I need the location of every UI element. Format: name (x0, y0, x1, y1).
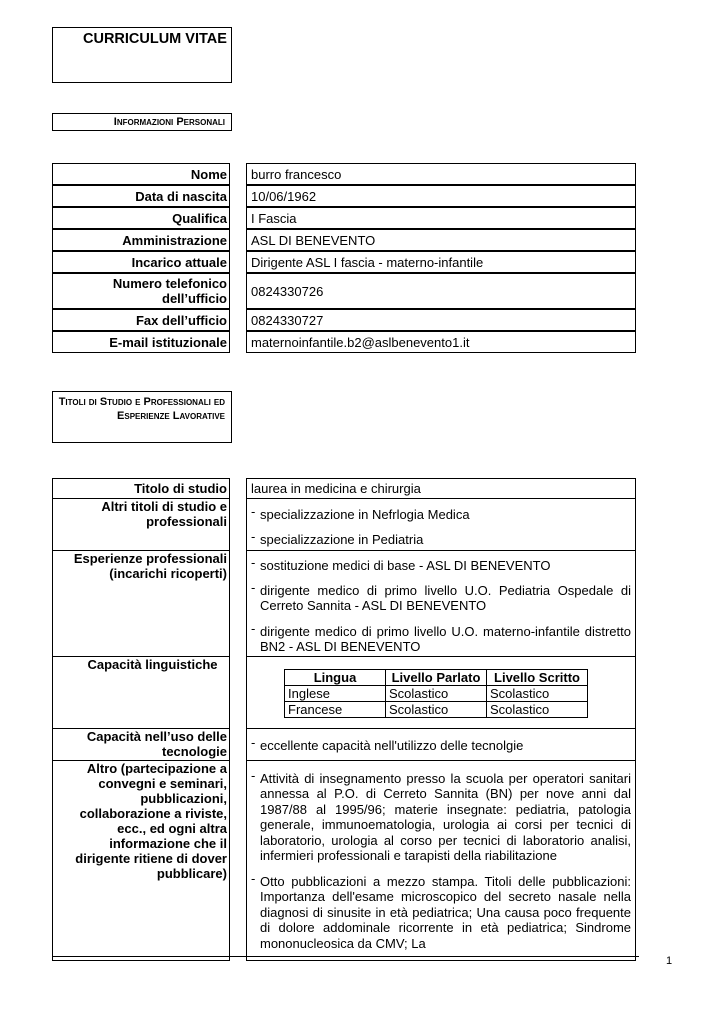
list-item: - Attività di insegnamento presso la scuola per operatori sanitari annessa al P.O. di Cerreto Sannita (BN) per nove anni dal 1987/88 al 1995/96; materie insegnate: pediatria, patologia generale, immunoematologia, urologia ai corsi per tecnici di laboratorio, urologia al corso per tecnici di laboratorio analisi, infermieri professionali e tarapisti della riabilitazione (251, 771, 631, 864)
table-row (285, 701, 588, 717)
table-row (52, 761, 636, 961)
value-email: maternoinfantile.b2@aslbenevento1.it (246, 331, 636, 353)
table-row (52, 499, 636, 551)
value-titolo-studio: laurea in medicina e chirurgia (246, 478, 636, 499)
table-row (52, 551, 636, 657)
value-esperienze (246, 551, 636, 657)
section-personal-info (52, 113, 232, 131)
label-email: E-mail istituzionale (52, 331, 230, 353)
lang-cell: Scolastico (487, 701, 588, 717)
list-item: - dirigente medico di primo livello U.O. Pediatria Ospedale di Cerreto Sannita - ASL DI BENEVENTO (251, 583, 631, 614)
value-nome: burro francesco (246, 163, 636, 185)
lang-header-lingua: Lingua (285, 669, 386, 685)
value-amministrazione: ASL DI BENEVENTO (246, 229, 636, 251)
list-item: - dirigente medico di primo livello U.O. materno-infantile distretto BN2 - ASL DI BENEVENTO (251, 624, 631, 655)
lang-header-scritto: Livello Scritto (487, 669, 588, 685)
table-row (52, 207, 636, 229)
section-personal-label: Informazioni Personali (113, 116, 225, 128)
value-altri-titoli (246, 499, 636, 551)
label-esperienze: Esperienze professionali (incarichi ricoperti) (52, 551, 230, 657)
table-row (52, 309, 636, 331)
label-qualifica: Qualifica (52, 207, 230, 229)
lang-cell: Francese (285, 701, 386, 717)
lang-header-parlato: Livello Parlato (386, 669, 487, 685)
label-telefono: Numero telefonico dell’ufficio (52, 273, 230, 309)
table-row (52, 251, 636, 273)
label-nome: Nome (52, 163, 230, 185)
page-footer-line (52, 956, 639, 957)
table-row (52, 185, 636, 207)
list-item: - specializzazione in Pediatria (251, 532, 631, 548)
value-qualifica: I Fascia (246, 207, 636, 229)
section-titoli (52, 391, 232, 443)
list-item: - specializzazione in Nefrlogia Medica (251, 507, 631, 523)
table-row (52, 273, 636, 309)
label-data-nascita: Data di nascita (52, 185, 230, 207)
lang-cell: Scolastico (487, 685, 588, 701)
lang-cell: Scolastico (386, 701, 487, 717)
cv-title: CURRICULUM VITAE (83, 31, 227, 47)
label-fax: Fax dell’ufficio (52, 309, 230, 331)
value-fax: 0824330727 (246, 309, 636, 331)
table-row (52, 657, 636, 729)
language-table (284, 669, 588, 718)
label-altro: Altro (partecipazione a convegni e seminari, pubblicazioni, collaborazione a riviste, ecc., ed ogni altra informazione che il dirigente ritiene di dover pubblicare) (52, 761, 230, 961)
label-altri-titoli: Altri titoli di studio e professionali (52, 499, 230, 551)
value-data-nascita: 10/06/1962 (246, 185, 636, 207)
value-lingue (246, 657, 636, 729)
label-amministrazione: Amministrazione (52, 229, 230, 251)
lang-cell: Scolastico (386, 685, 487, 701)
personal-info-table (52, 163, 636, 353)
table-row (52, 163, 636, 185)
label-lingue: Capacità linguistiche (52, 657, 230, 729)
label-tecnologie: Capacità nell’uso delle tecnologie (52, 729, 230, 761)
list-item: - sostituzione medici di base - ASL DI BENEVENTO (251, 558, 631, 574)
detail-table (52, 478, 636, 961)
label-incarico: Incarico attuale (52, 251, 230, 273)
table-row (52, 729, 636, 761)
value-incarico: Dirigente ASL I fascia - materno-infantile (246, 251, 636, 273)
page-number: 1 (666, 955, 673, 967)
value-tecnologie (246, 729, 636, 761)
label-titolo-studio: Titolo di studio (52, 478, 230, 499)
lang-cell: Inglese (285, 685, 386, 701)
value-telefono: 0824330726 (246, 273, 636, 309)
list-item: - eccellente capacità nell'utilizzo delle tecnolgie (251, 738, 631, 754)
section-titoli-label: Titoli di Studio e Professionali ed Esperienze Lavorative (58, 396, 225, 422)
table-row (285, 669, 588, 685)
table-row (52, 229, 636, 251)
cv-title-box (52, 27, 232, 83)
table-row (52, 478, 636, 499)
table-row (52, 331, 636, 353)
list-item: - Otto pubblicazioni a mezzo stampa. Titoli delle pubblicazioni: Importanza dell'esame microscopico del secreto nasale nella diagnosi di sinusite in età pediatrica; Una causa poco frequente di dolore addominale ricorrente in età pediatrica; Sindrome mononucleosica da CMV; La (251, 874, 631, 952)
table-row (285, 685, 588, 701)
value-altro (246, 761, 636, 961)
